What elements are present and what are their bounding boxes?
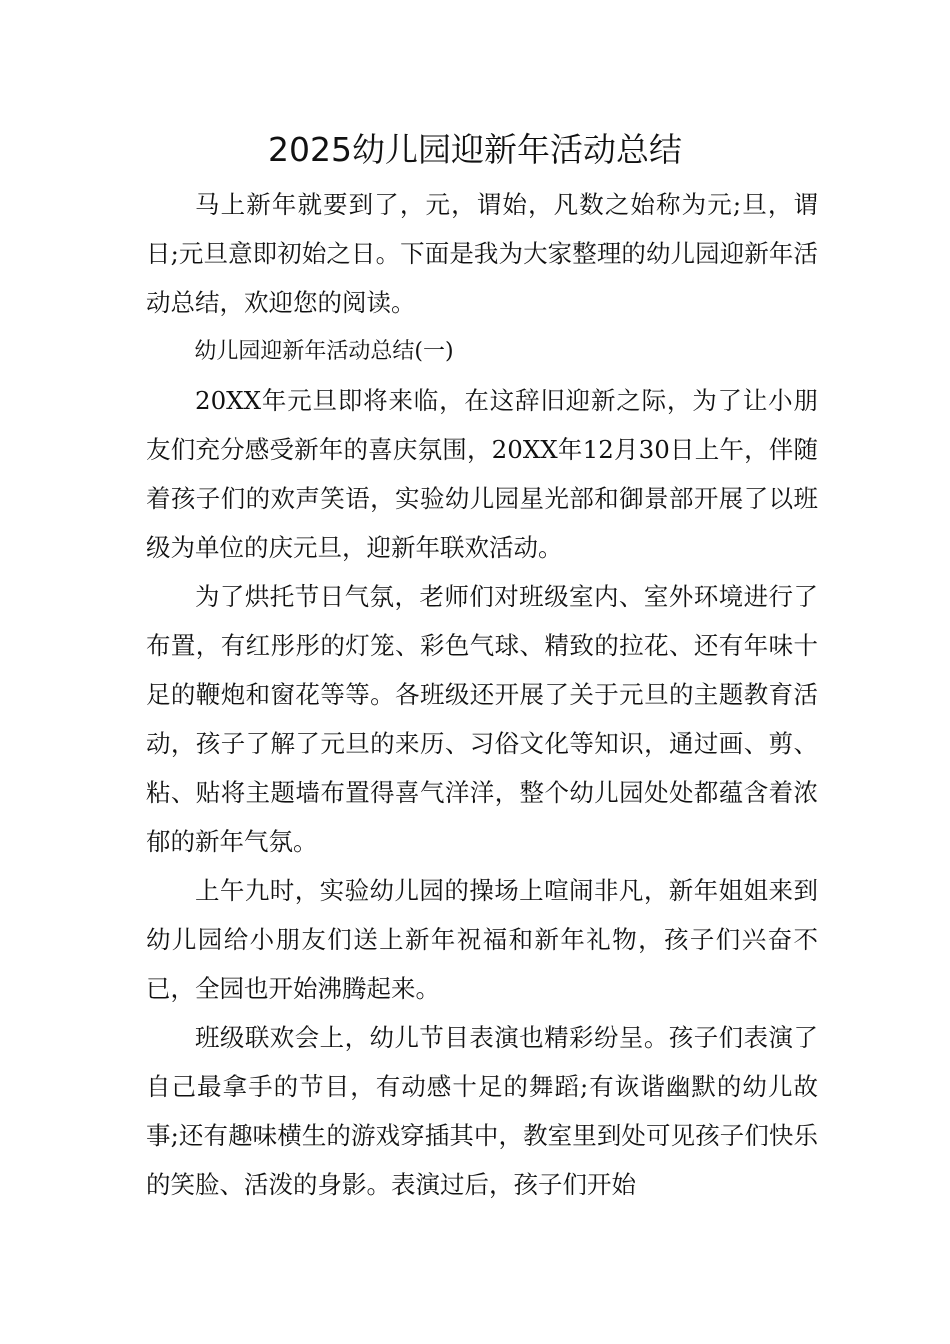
body-paragraph: 上午九时，实验幼儿园的操场上喧闹非凡，新年姐姐来到幼儿园给小朋友们送上新年祝福和新年礼物，孩子们兴奋不已，全园也开始沸腾起来。 (146, 876, 818, 1003)
document-title: 2025幼儿园迎新年活动总结 (268, 130, 682, 169)
body-paragraph: 20XX年元旦即将来临，在这辞旧迎新之际，为了让小朋友们充分感受新年的喜庆氛围，20XX年12月30日上午，伴随着孩子们的欢声笑语，实验幼儿园星光部和御景部开展了以班级为单位的庆元旦，迎新年联欢活动。 (146, 386, 818, 562)
body-paragraph: 为了烘托节日气氛，老师们对班级室内、室外环境进行了布置，有红彤彤的灯笼、彩色气球、精致的拉花、还有年味十足的鞭炮和窗花等等。各班级还开展了关于元旦的主题教育活动，孩子了解了元旦的来历、习俗文化等知识，通过画、剪、粘、贴将主题墙布置得喜气洋洋，整个幼儿园处处都蕴含着浓郁的新年气氛。 (146, 582, 818, 856)
intro-paragraph: 马上新年就要到了，元，谓始，凡数之始称为元;旦，谓日;元旦意即初始之日。下面是我为大家整理的幼儿园迎新年活动总结，欢迎您的阅读。 (146, 190, 818, 317)
body-paragraph: 班级联欢会上，幼儿节目表演也精彩纷呈。孩子们表演了自己最拿手的节目，有动感十足的舞蹈;有诙谐幽默的幼儿故事;还有趣味横生的游戏穿插其中，教室里到处可见孩子们快乐的笑脸、活泼的身影。表演过后，孩子们开始 (146, 1023, 818, 1199)
document-body (146, 180, 818, 1209)
section-heading: 幼儿园迎新年活动总结(一) (194, 339, 454, 364)
